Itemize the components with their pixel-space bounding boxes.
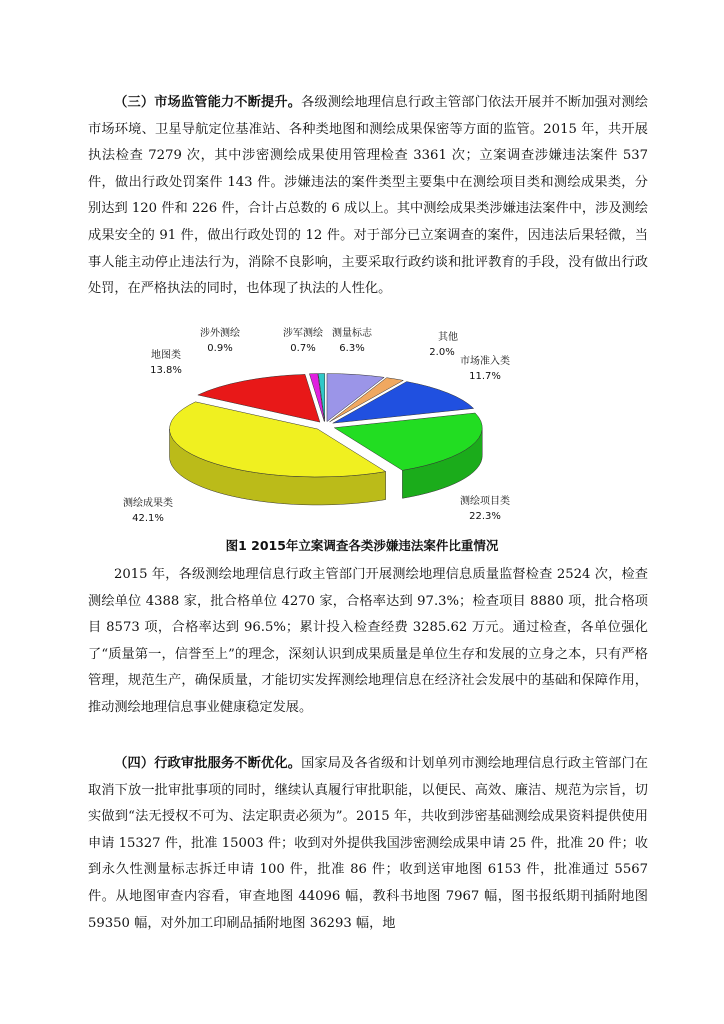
paragraph-approval-service — [88, 751, 648, 937]
pie-label-name: 地图类 — [151, 350, 181, 361]
section-heading-3: （三）市场监管能力不断提升。 — [114, 95, 302, 110]
pie-label-value: 13.8% — [150, 365, 182, 376]
pie-label-name: 测绘项目类 — [460, 496, 510, 507]
paragraph-market-supervision — [88, 90, 648, 303]
figure-caption: 图1 2015年立案调查各类涉嫌违法案件比重情况 — [225, 538, 499, 553]
pie-label — [460, 354, 510, 382]
paragraph-text: 国家局及各省级和计划单列市测绘地理信息行政主管部门在取消下放一批审批事项的同时，继续认真履行审批职能，以便民、高效、廉洁、规范为宗旨，切实做到“法无授权不可为、法定职责必须为”。2015 年，共收到涉密基础测绘成果资料提供使用申请 15327 件，批准 15003 件；收到对外提供我国涉密测绘成果申请 25 件，批准 20 件；收到永久性测量标志拆迁申请 100 件，批准 86 件；收到送审地图 6153 件，批准通过 5567 件。从地图审查内容看，审查地图 44096 幅，教科书地图 7967 幅，图书报纸期刊插附地图 59350 幅，对外加工印刷品插附地图 36293 幅，地 — [88, 756, 648, 931]
paragraph-text: 各级测绘地理信息行政主管部门依法开展并不断加强对测绘市场环境、卫星导航定位基准站、各种类地图和测绘成果保密等方面的监管。2015 年，共开展执法检查 7279 次，其中涉密测绘成果使用管理检查 3361 次；立案调查涉嫌违法案件 537 件，做出行政处罚案件 143 件。涉嫌违法的案件类型主要集中在测绘项目类和测绘成果类，分别达到 120 件和 226 件，合计占总数的 6 成以上。其中测绘成果类涉嫌违法案件中，涉及测绘成果安全的 91 件，做出行政处罚的 12 件。对于部分已立案调查的案件，因违法后果轻微，当事人能主动停止违法行为，消除不良影响，主要采取行政约谈和批评教育的手段，没有做出行政处罚，在严格执法的同时，也体现了执法的人性化。 — [88, 95, 648, 297]
pie-label-value: 0.7% — [290, 343, 316, 354]
pie-label-name: 测量标志 — [332, 328, 372, 339]
pie-label-value: 6.3% — [339, 343, 365, 354]
pie-label-name: 测绘成果类 — [123, 498, 173, 509]
pie-label-value: 2.0% — [429, 347, 455, 358]
pie-label-name: 市场准入类 — [460, 356, 510, 367]
pie-label — [429, 330, 458, 358]
pie-label-value: 42.1% — [132, 513, 164, 524]
paragraph-quality-inspection — [88, 562, 648, 722]
pie-label — [283, 326, 323, 354]
pie-label — [150, 348, 182, 376]
pie-label-name: 涉外测绘 — [200, 328, 240, 339]
pie-label-name: 其他 — [438, 332, 458, 343]
pie-label — [460, 494, 510, 522]
section-heading-4: （四）行政审批服务不断优化。 — [114, 756, 302, 771]
paragraph-text: 2015 年，各级测绘地理信息行政主管部门开展测绘地理信息质量监督检查 2524 次，检查测绘单位 4388 家，批合格单位 4270 家，合格率达到 97.3%；检查项目 8880 项，批合格项目 8573 项，合格率达到 96.5%；累计投入检查经费 3285.62 万元。通过检查，各单位强化了“质量第一，信誉至上”的理念，深刻认识到成果质量是单位生存和发展的立身之本，只有严格管理，规范生产，确保质量，才能切实发挥测绘地理信息在经济社会发展中的基础和保障作用，推动测绘地理信息事业健康稳定发展。 — [88, 567, 648, 715]
pie-label — [123, 496, 173, 524]
pie-chart — [120, 326, 620, 536]
pie-label-value: 22.3% — [469, 511, 501, 522]
pie-label-value: 0.9% — [207, 343, 233, 354]
pie-label-name: 涉军测绘 — [283, 328, 323, 339]
pie-label — [200, 326, 240, 354]
pie-label-value: 11.7% — [469, 371, 501, 382]
pie-label — [332, 326, 373, 354]
